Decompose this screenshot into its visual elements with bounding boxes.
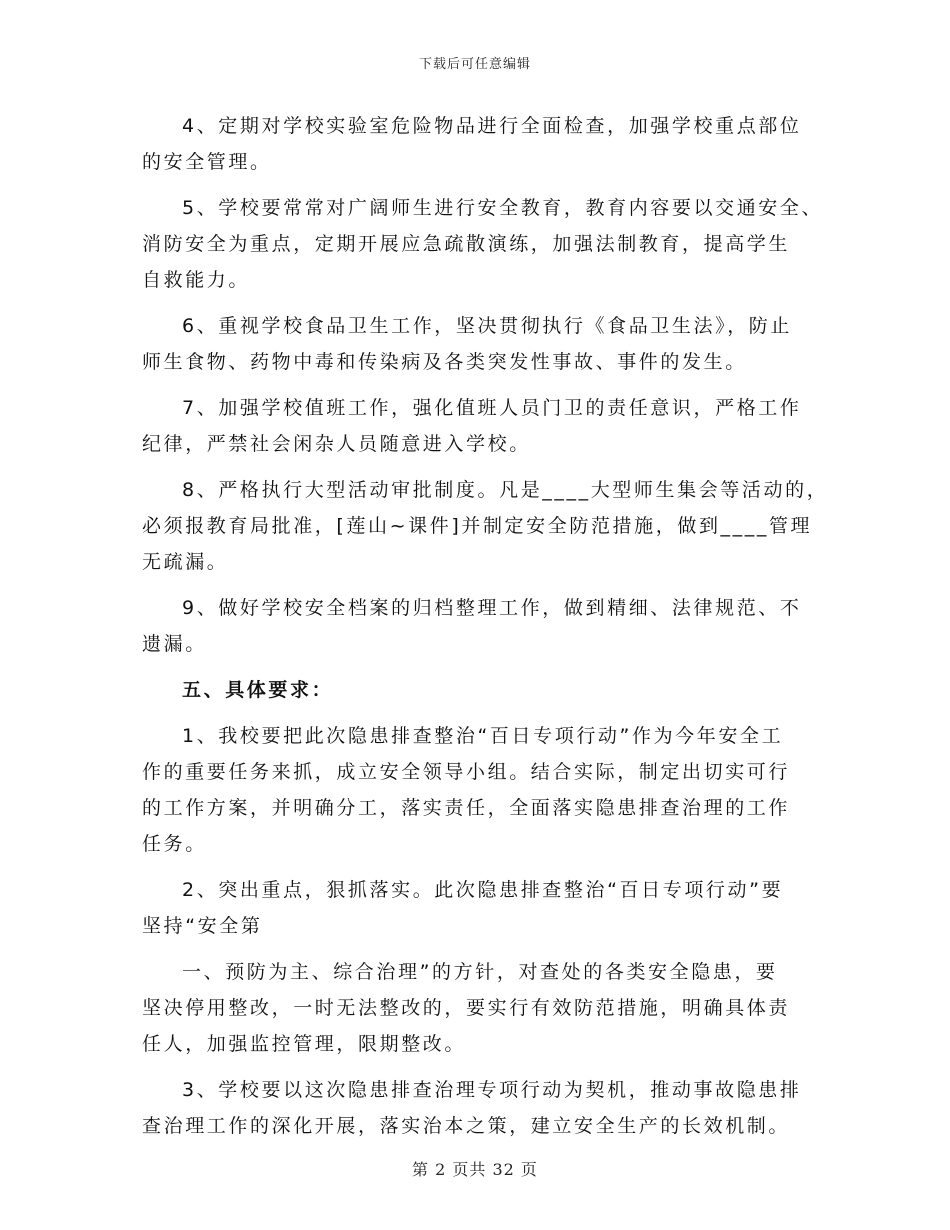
requirement-item-1 <box>142 718 822 862</box>
page-number: 第 2 页共 32 页 <box>412 1160 538 1179</box>
paragraph-line: 遗漏。 <box>142 633 207 655</box>
paragraph-item-9 <box>142 590 822 662</box>
paragraph-line: 自救能力。 <box>142 269 251 291</box>
paragraph-line: 7、加强学校值班工作，强化值班人员门卫的责任意识，严格工作 <box>182 397 802 419</box>
paragraph-line: 4、定期对学校实验室危险物品进行全面检查，加强学校重点部位 <box>182 115 802 137</box>
paragraph-line: 必须报教育局批准，[莲山~课件]并制定安全防范措施，做到____管理 <box>142 515 813 537</box>
paragraph-line: 的工作方案，并明确分工，落实责任，全面落实隐患排查治理的工作 <box>142 797 791 819</box>
paragraph-line: 坚决停用整改，一时无法整改的，要实行有效防范措施，明确具体责 <box>142 997 791 1019</box>
paragraph-line: 一、预防为主、综合治理”的方针，对查处的各类安全隐患，要 <box>182 961 778 983</box>
paragraph-item-4 <box>142 108 822 180</box>
paragraph-line: 师生食物、药物中毒和传染病及各类突发性事故、事件的发生。 <box>142 351 747 373</box>
paragraph-line: 无疏漏。 <box>142 551 229 573</box>
paragraph-line: 1、我校要把此次隐患排查整治“百日专项行动”作为今年安全工 <box>182 725 784 747</box>
requirement-item-3 <box>142 1072 822 1144</box>
paragraph-item-7 <box>142 390 822 462</box>
section-heading <box>142 672 822 708</box>
paragraph-line: 9、做好学校安全档案的归档整理工作，做到精细、法律规范、不 <box>182 597 802 619</box>
paragraph-line: 6、重视学校食品卫生工作，坚决贯彻执行《食品卫生法》，防止 <box>182 315 792 337</box>
paragraph-line: 2、突出重点，狠抓落实。此次隐患排查整治“百日专项行动”要 <box>182 879 784 901</box>
paragraph-line: 查治理工作的深化开展，落实治本之策，建立安全生产的长效机制。 <box>142 1115 791 1137</box>
paragraph-line: 任人，加强监控管理，限期整改。 <box>142 1033 467 1055</box>
paragraph-line: 纪律，严禁社会闲杂人员随意进入学校。 <box>142 433 531 455</box>
paragraph-line: 3、学校要以这次隐患排查治理专项行动为契机，推动事故隐患排 <box>182 1079 802 1101</box>
paragraph-line: 坚持“安全第 <box>142 915 263 937</box>
paragraph-line: 的安全管理。 <box>142 151 272 173</box>
requirement-item-2 <box>142 872 822 944</box>
document-body <box>142 108 829 1154</box>
paragraph-line: 8、严格执行大型活动审批制度。凡是____大型师生集会等活动的， <box>182 479 829 501</box>
paragraph-line: 5、学校要常常对广阔师生进行安全教育，教育内容要以交通安全、 <box>182 197 824 219</box>
paragraph-line: 作的重要任务来抓，成立安全领导小组。结合实际，制定出切实可行 <box>142 761 791 783</box>
paragraph-line: 任务。 <box>142 833 207 855</box>
paragraph-item-5 <box>142 190 822 298</box>
page-header: 下载后可任意编辑 <box>418 57 531 72</box>
paragraph-item-6 <box>142 308 822 380</box>
requirement-item-2-continued <box>142 954 822 1062</box>
section-heading-text: 五、具体要求： <box>182 679 334 701</box>
paragraph-item-8 <box>142 472 829 580</box>
paragraph-line: 消防安全为重点，定期开展应急疏散演练，加强法制教育，提高学生 <box>142 233 791 255</box>
